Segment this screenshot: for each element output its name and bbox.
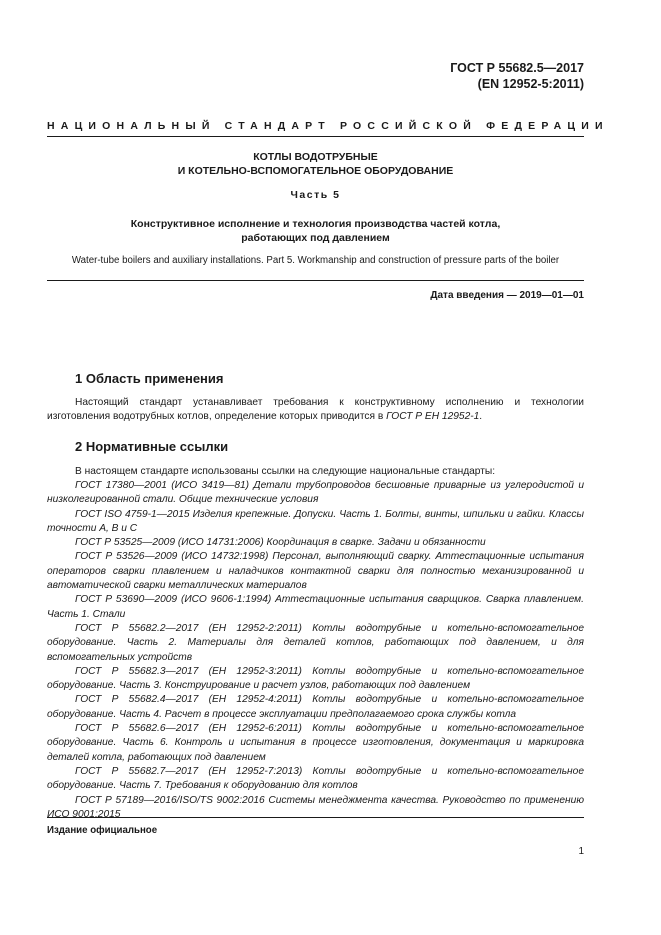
national-standard-banner: НАЦИОНАЛЬНЫЙ СТАНДАРТ РОССИЙСКОЙ ФЕДЕРАЦИИ: [47, 120, 609, 132]
effective-date: Дата введения — 2019—01—01: [430, 290, 584, 301]
title-line-2: И КОТЕЛЬНО-ВСПОМОГАТЕЛЬНОЕ ОБОРУДОВАНИЕ: [177, 165, 454, 177]
section-2-intro: В настоящем стандарте использованы ссылки на следующие национальные стандарты:: [75, 466, 496, 477]
title-line-1: КОТЛЫ ВОДОТРУБНЫЕ: [253, 151, 378, 163]
reference-item: ГОСТ Р 53525—2009 (ИСО 14731:2006) Координация в сварке. Задачи и обязанности: [75, 537, 486, 549]
document-subtitle: [47, 217, 584, 245]
header-divider: [47, 136, 584, 137]
reference-item: ГОСТ Р 55682.7—2017 (ЕН 12952-7:2013) Котлы водотрубные и котельно-вспомогательное оборудование. Часть 7. Требования к оборудованию для котлов: [47, 765, 584, 792]
subtitle-line-2: работающих под давлением: [241, 232, 390, 244]
section-1-heading: 1 Область применения: [75, 371, 224, 386]
english-title: Water-tube boilers and auxiliary installations. Part 5. Workmanship and construction of pressure parts of the boiler: [71, 255, 560, 266]
scope-text: Настоящий стандарт устанавливает требования к конструктивному исполнению и технологии изготовления водотрубных котлов, определение которых приводится в: [47, 397, 584, 423]
footer-divider: [47, 817, 584, 818]
section-2-heading: 2 Нормативные ссылки: [75, 439, 229, 454]
title-divider: [47, 280, 584, 281]
reference-item: ГОСТ 17380—2001 (ИСО 3419—81) Детали трубопроводов бесшовные приварные из углеродистой и низколегированной стали. Общие технические условия: [47, 480, 584, 506]
reference-item: ГОСТ Р 55682.3—2017 (ЕН 12952-3:2011) Котлы водотрубные и котельно-вспомогательное оборудование. Часть 3. Конструирование и расчет узлов, работающих под давлением: [47, 665, 584, 692]
subtitle-line-1: Конструктивное исполнение и технология производства частей котла,: [130, 218, 501, 230]
normative-references-list: [47, 479, 584, 822]
reference-item: ГОСТ Р 55682.2—2017 (ЕН 12952-2:2011) Котлы водотрубные и котельно-вспомогательное оборудование. Часть 2. Материалы для деталей котлов, работающих под давлением, и для вспомогательных устройств: [47, 622, 584, 663]
reference-item: ГОСТ Р 57189—2016/ISO/TS 9002:2016 Системы менеджмента качества. Руководство по применению ИСО 9001:2015: [47, 794, 584, 820]
section-1-text: [47, 396, 584, 425]
scope-reference: ГОСТ Р ЕН 12952-1: [386, 411, 480, 423]
scope-text-end: .: [479, 411, 483, 423]
standard-number: ГОСТ Р 55682.5—2017: [450, 61, 584, 75]
document-code: [450, 60, 584, 92]
reference-item: ГОСТ Р 55682.6—2017 (ЕН 12952-6:2011) Котлы водотрубные и котельно-вспомогательное оборудование. Часть 6. Контроль и испытания в процессе изготовления, документация и маркировка деталей котла, работающих под давлением: [47, 723, 584, 763]
official-edition-label: Издание официальное: [47, 825, 158, 836]
reference-item: ГОСТ Р 55682.4—2017 (ЕН 12952-4:2011) Котлы водотрубные и котельно-вспомогательное оборудование. Часть 4. Расчет в процессе эксплуатации предполагаемого срока службы котла: [47, 694, 584, 720]
reference-item: ГОСТ ISO 4759-1—2015 Изделия крепежные. Допуски. Часть 1. Болты, винты, шпильки и гайки. Классы точности A, B и C: [47, 508, 584, 534]
document-title: [47, 150, 584, 178]
page-number: 1: [578, 846, 584, 857]
european-equivalent: (EN 12952-5:2011): [477, 77, 584, 91]
reference-item: ГОСТ Р 53526—2009 (ИСО 14732:1998) Персонал, выполняющий сварку. Аттестационные испытания операторов сварки плавлением и наладчиков контактной сварки для полностью механизированной и автоматической сварки металлических материалов: [47, 551, 584, 592]
part-label: Часть 5: [290, 189, 341, 201]
reference-item: ГОСТ Р 53690—2009 (ИСО 9606-1:1994) Аттестационные испытания сварщиков. Сварка плавлением. Часть 1. Стали: [47, 594, 584, 620]
